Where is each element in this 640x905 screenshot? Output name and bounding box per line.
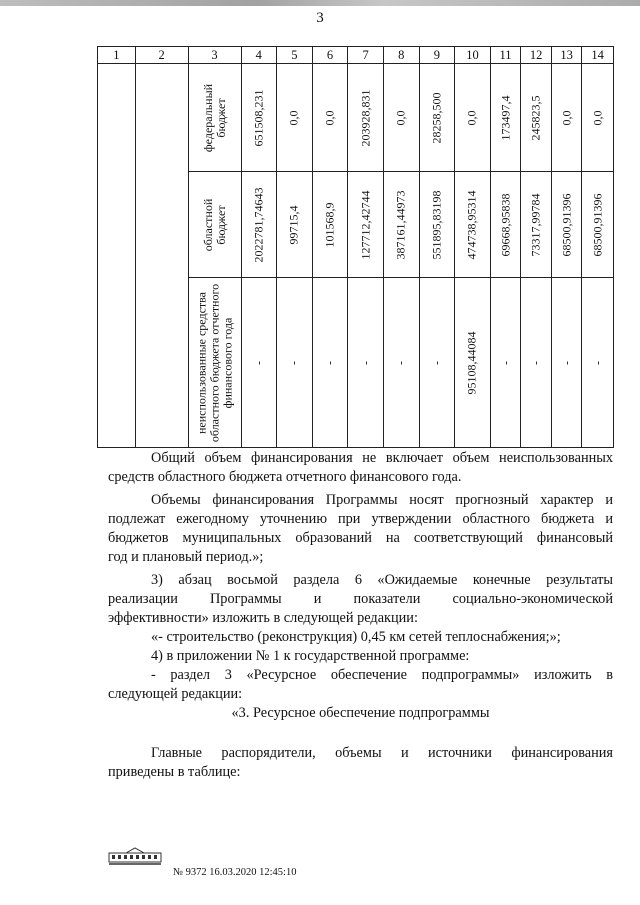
col-num: 7 [348,47,384,64]
row-label-regional: областной бюджет [200,198,228,251]
section-heading: «3. Ресурсное обеспечение подпрограммы [231,705,490,721]
table-cell: 73317,99784 [528,193,543,256]
table-cell: 173497,4 [498,95,513,140]
col-num: 14 [582,47,614,64]
table-cell: 245823,5 [528,95,543,140]
col-num: 12 [521,47,552,64]
table-cell: - [498,360,513,365]
table-cell: 474738,95314 [464,190,479,259]
column-number-row [98,47,614,64]
table-row-federal [98,64,614,172]
scan-top-edge [0,0,640,6]
col-num: 9 [419,47,455,64]
col-num: 10 [455,47,491,64]
col-num: 13 [551,47,582,64]
col-num: 3 [188,47,241,64]
table-cell: 68500,91396 [590,193,605,256]
table-cell: 203928,831 [358,89,373,146]
building-icon [108,846,162,866]
table-cell: - [528,360,543,365]
table-cell: - [286,360,301,365]
table-cell: 68500,91396 [559,193,574,256]
table-cell: - [429,360,444,365]
budget-table [97,46,614,448]
col-num: 4 [241,47,277,64]
table-cell: 127712,42744 [358,190,373,259]
table-cell: 69668,95838 [498,193,513,256]
table-cell: 99715,4 [286,205,301,244]
table-cell: 387161,44973 [393,190,408,259]
paragraph-line: реализации Программы и показатели социально-экономической [108,591,613,607]
paragraph-line: средств областного бюджета отчетного финансового года. [108,469,462,485]
table-cell: 0,0 [559,110,574,125]
table-cell: - [590,360,605,365]
col-num: 11 [490,47,521,64]
paragraph-line: Общий объем финансирования не включает объем неиспользованных [151,450,613,466]
table-cell: - [358,360,373,365]
table-cell: - [559,360,574,365]
paragraph-line: «- строительство (реконструкция) 0,45 км сетей теплоснабжения;»; [151,629,561,645]
government-building-logo [108,846,162,866]
row-label-unused: неиспользованные средства областного бюджета отчетного финансового года [194,283,235,442]
table-cell: 0,0 [286,110,301,125]
paragraph-line: приведены в таблице: [108,764,241,780]
table-cell: - [393,360,408,365]
registration-stamp: № 9372 16.03.2020 12:45:10 [173,867,297,878]
row-label-federal: федеральный бюджет [200,83,228,152]
page-number: 3 [316,10,324,26]
paragraph-line: эффективности» изложить в следующей редакции: [108,610,418,626]
paragraph-line: бюджетов муниципальных образований на соответствующий финансовый [108,530,613,546]
col-num: 5 [277,47,313,64]
table-cell: 0,0 [464,110,479,125]
table-cell: 28258,500 [429,92,444,143]
col-num: 1 [98,47,136,64]
paragraph-line: Объемы финансирования Программы носят прогнозный характер и [151,492,613,508]
col-num: 6 [312,47,348,64]
empty-cell [98,64,136,448]
table-cell: 101568,9 [322,202,337,247]
table-cell: - [322,360,337,365]
table-cell: 0,0 [590,110,605,125]
table-cell: - [251,360,266,365]
table-cell: 0,0 [393,110,408,125]
paragraph-line: 3) абзац восьмой раздела 6 «Ожидаемые конечные результаты [151,572,613,588]
col-num: 2 [135,47,188,64]
table-cell: 2022781,74643 [251,187,266,262]
table-cell: 551895,83198 [429,190,444,259]
paragraph-line: - раздел 3 «Ресурсное обеспечение подпрограммы» изложить в [151,667,613,683]
paragraph-line: следующей редакции: [108,686,243,702]
empty-cell [135,64,188,448]
paragraph-line: Главные распорядители, объемы и источники финансирования [151,745,613,761]
paragraph-line: год и плановый период.»; [108,549,264,565]
paragraph-line: подлежат ежегодному уточнению при утверждении областного бюджета и [108,511,613,527]
table-cell: 95108,44084 [464,331,479,394]
paragraph-line: 4) в приложении № 1 к государственной программе: [151,648,470,664]
col-num: 8 [383,47,419,64]
table-cell: 0,0 [322,110,337,125]
table-cell: 651508,231 [251,89,266,146]
